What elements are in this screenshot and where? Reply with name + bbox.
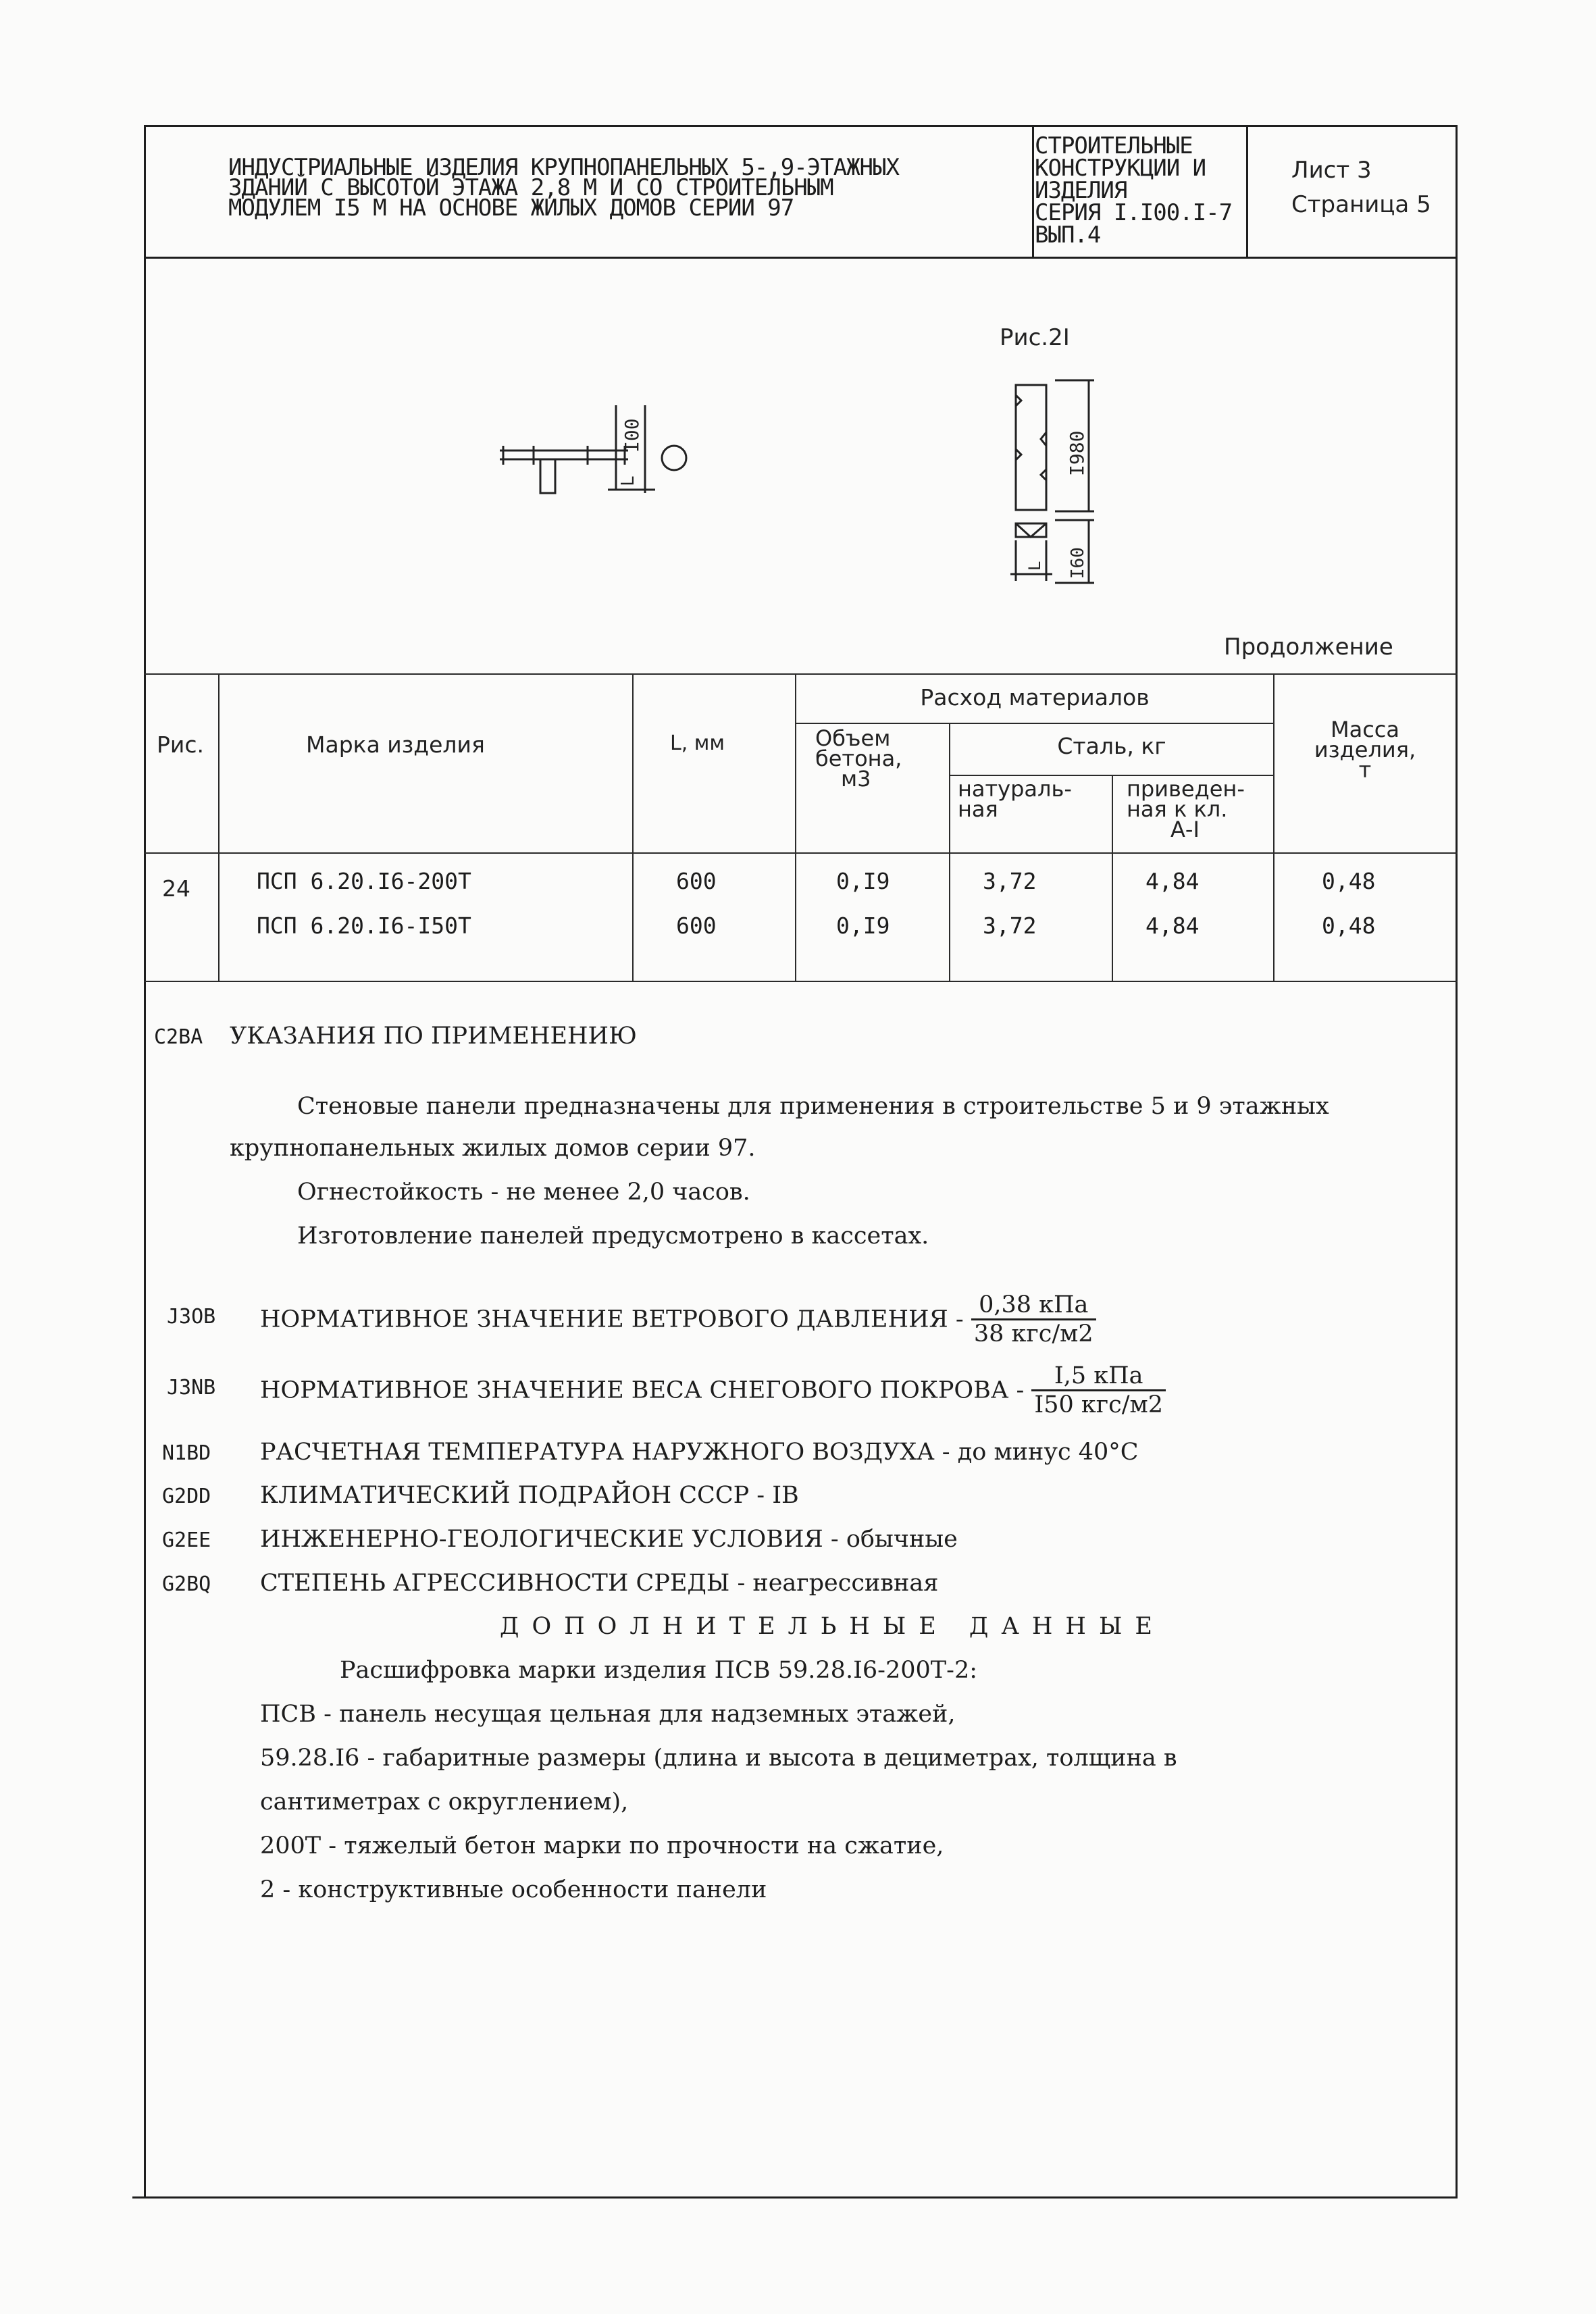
col-header-mass bbox=[1275, 717, 1456, 783]
decode-line: 59.28.I6 - габаритные размеры (длина и высота в дециметрах, толщина в bbox=[260, 1745, 1177, 1772]
spec-code: J3OB bbox=[167, 1305, 216, 1329]
cell-concrete: 0,I9 bbox=[836, 868, 890, 894]
series-line: ИЗДЕЛИЯ bbox=[1035, 177, 1127, 204]
dim-100-label: I00 bbox=[621, 418, 643, 453]
sheet-number: Лист 3 bbox=[1291, 157, 1372, 184]
col-header-fig: Рис. bbox=[157, 731, 204, 758]
cell-reduced: 4,84 bbox=[1145, 912, 1200, 939]
series-line: СЕРИЯ I.I00.I-7 bbox=[1035, 199, 1233, 226]
spec-code: G2BQ bbox=[162, 1572, 211, 1596]
fraction-denominator: 38 кгс/м2 bbox=[973, 1320, 1093, 1347]
dim-1980-label: I980 bbox=[1066, 430, 1088, 476]
spec-code: G2DD bbox=[162, 1485, 211, 1508]
dim-L-elev-label: L bbox=[1025, 561, 1044, 571]
header-line: ная bbox=[958, 796, 998, 822]
section-code: C2BA bbox=[154, 1025, 203, 1049]
title-line: ЗДАНИЙ С ВЫСОТОЙ ЭТАЖА 2,8 М И СО СТРОИТЕЛЬНЫМ bbox=[228, 174, 833, 201]
spec-fraction bbox=[971, 1291, 1096, 1347]
spec-text: СТЕПЕНЬ АГРЕССИВНОСТИ СРЕДЫ - неагрессивная bbox=[260, 1570, 939, 1597]
header-line: изделия, bbox=[1314, 737, 1416, 763]
additional-heading: ДОПОЛНИТЕЛЬНЫЕ ДАННЫЕ bbox=[500, 1613, 1165, 1640]
cell-natural: 3,72 bbox=[983, 868, 1037, 894]
col-header-steel: Сталь, кг bbox=[1057, 733, 1166, 759]
col-header-length: L, мм bbox=[670, 731, 725, 755]
header-line: бетона, bbox=[815, 746, 902, 771]
spec-text bbox=[260, 1291, 1096, 1347]
paragraph: крупнопанельных жилых домов серии 97. bbox=[230, 1135, 756, 1162]
header-line: А-I bbox=[1170, 817, 1200, 842]
panel-section-drawing bbox=[405, 392, 756, 527]
header-line: приведен- bbox=[1127, 776, 1245, 802]
figure-caption: Рис.2I bbox=[1000, 324, 1070, 351]
header-line: Объем bbox=[815, 725, 891, 751]
fraction-denominator: I50 кгс/м2 bbox=[1034, 1391, 1164, 1418]
fraction-numerator: 0,38 кПа bbox=[971, 1291, 1096, 1320]
cell-mark: ПСП 6.20.I6-200Т bbox=[257, 868, 471, 894]
document-title bbox=[228, 154, 899, 222]
panel-elevation-drawing bbox=[1000, 368, 1121, 598]
col-header-mark: Марка изделия bbox=[306, 731, 485, 758]
spec-text: ИНЖЕНЕРНО-ГЕОЛОГИЧЕСКИЕ УСЛОВИЯ - обычные bbox=[260, 1526, 958, 1553]
series-line: СТРОИТЕЛЬНЫЕ bbox=[1035, 132, 1193, 159]
decode-line: 2 - конструктивные особенности панели bbox=[260, 1876, 767, 1903]
cell-mass: 0,48 bbox=[1322, 868, 1376, 894]
header-line: Масса bbox=[1330, 717, 1399, 742]
title-line: МОДУЛЕМ I5 М НА ОСНОВЕ ЖИЛЫХ ДОМОВ СЕРИИ 97 bbox=[228, 195, 794, 222]
dim-L-label: L bbox=[618, 475, 638, 486]
cell-mark: ПСП 6.20.I6-I50Т bbox=[257, 912, 471, 939]
page-number: Страница 5 bbox=[1291, 191, 1431, 218]
fraction-numerator: I,5 кПа bbox=[1031, 1362, 1166, 1391]
spec-text: РАСЧЕТНАЯ ТЕМПЕРАТУРА НАРУЖНОГО ВОЗДУХА - до минус 40°С bbox=[260, 1439, 1139, 1466]
paragraph: Стеновые панели предназначены для применения в строительстве 5 и 9 этажных bbox=[297, 1093, 1329, 1120]
col-header-reduced bbox=[1127, 776, 1245, 842]
decode-line: 200Т - тяжелый бетон марки по прочности на сжатие, bbox=[260, 1832, 944, 1859]
header-line: ная к кл. bbox=[1127, 796, 1228, 822]
cell-natural: 3,72 bbox=[983, 912, 1037, 939]
spec-text bbox=[260, 1362, 1166, 1418]
cell-mass: 0,48 bbox=[1322, 912, 1376, 939]
fig-number: 24 bbox=[162, 875, 190, 902]
header-line: натураль- bbox=[958, 776, 1072, 802]
cell-length: 600 bbox=[676, 912, 717, 939]
spec-code: G2EE bbox=[162, 1528, 211, 1552]
series-line: ВЫП.4 bbox=[1035, 222, 1101, 249]
spec-code: N1BD bbox=[162, 1441, 211, 1465]
col-header-concrete bbox=[815, 725, 902, 792]
spec-text: КЛИМАТИЧЕСКИЙ ПОДРАЙОН СССР - IВ bbox=[260, 1482, 799, 1509]
paragraph: Изготовление панелей предусмотрено в кассетах. bbox=[297, 1223, 929, 1250]
title-line: ИНДУСТРИАЛЬНЫЕ ИЗДЕЛИЯ КРУПНОПАНЕЛЬНЫХ 5-,9-ЭТАЖНЫХ bbox=[228, 154, 899, 181]
section-heading: УКАЗАНИЯ ПО ПРИМЕНЕНИЮ bbox=[230, 1023, 637, 1050]
cell-length: 600 bbox=[676, 868, 717, 894]
paragraph: Огнестойкость - не менее 2,0 часов. bbox=[297, 1179, 750, 1206]
cell-concrete: 0,I9 bbox=[836, 912, 890, 939]
series-block bbox=[1035, 132, 1233, 249]
spec-code: J3NB bbox=[167, 1376, 216, 1399]
decode-line: сантиметрах с округлением), bbox=[260, 1789, 629, 1816]
series-line: КОНСТРУКЦИИ И bbox=[1035, 155, 1206, 182]
cell-reduced: 4,84 bbox=[1145, 868, 1200, 894]
decode-title: Расшифровка марки изделия ПСВ 59.28.I6-200Т-2: bbox=[340, 1657, 978, 1684]
spec-fraction bbox=[1031, 1362, 1166, 1418]
col-header-natural bbox=[958, 776, 1072, 822]
spec-label: НОРМАТИВНОЕ ЗНАЧЕНИЕ ВЕТРОВОГО ДАВЛЕНИЯ - bbox=[260, 1306, 964, 1333]
header-line: т bbox=[1358, 757, 1372, 783]
dim-160-label: I60 bbox=[1068, 547, 1088, 579]
spec-label: НОРМАТИВНОЕ ЗНАЧЕНИЕ ВЕСА СНЕГОВОГО ПОКРОВА - bbox=[260, 1377, 1025, 1404]
decode-line: ПСВ - панель несущая цельная для надземных этажей, bbox=[260, 1701, 956, 1728]
continuation-label: Продолжение bbox=[1224, 634, 1393, 661]
header-line: м3 bbox=[841, 766, 871, 792]
col-header-materials: Расход материалов bbox=[920, 684, 1150, 711]
